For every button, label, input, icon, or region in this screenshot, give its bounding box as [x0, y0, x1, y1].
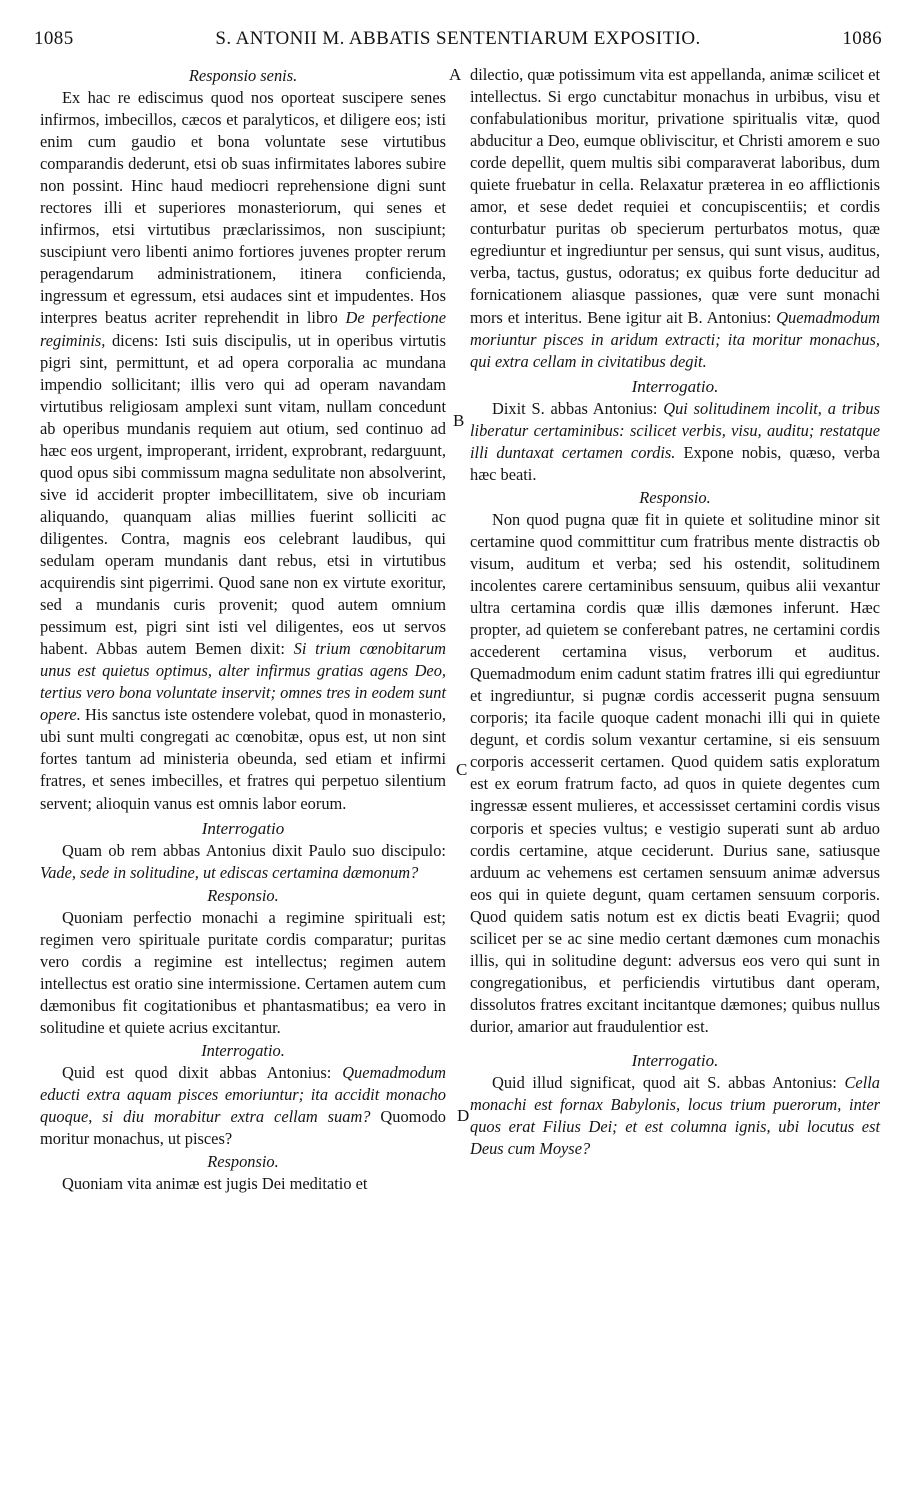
paragraph: Ex hac re ediscimus quod nos oporteat suscipere senes infirmos, imbecillos, cæcos et paralyticos, et diligere eos; isti enim cum gaudio et bona voluntate sese virtutibus comparandis dederunt, etsi ob suas infirmitates labores subire non possint. Hinc haud mediocri reprehensione digni sunt rectores illi et superiores monasteriorum, qui senes et infirmos, etsi virtutibus præclarissimos, non suscipiunt; suscipiunt vero libenti animo fortiores juvenes propter rerum peragendarum administrationem, itinera conficienda, ingressum et egressum, etsi audaces sint et impudentes. Hos interpres beatus acriter reprehendit in libro De perfectione regiminis, dicens: Isti suis discipulis, ut in operibus virtutis pigri sint, permittunt, et ad opera corporalia ac mundana impendio sollicitant; illis vero qui ad operam navandam virtutibus religiosam amplexi sunt vitam, nullam concedunt ab operibus mundanis requiem aut otium, sed continuo ad hæc eos urgent, improperant, irrident, exprobrant, redarguunt, quod opus sibi commissum magna sedulitate non absolverint, sive id acciderit propter imbecillitatem, sive ob incuriam aliquando, quanquam alias millies fuerint solliciti ac diligentes. Contra, magnis eos celebrant laudibus, qui sedulam operam mundanis dant rebus, etsi in virtutibus acquirendis sint pigerrimi. Quod sane non ex virtute exoritur, sed a mundanis curis provenit; quod autem omnium pessimum est, pigri sint isti vel diligentes, eos ut servos habent. Abbas autem Bemen dixit: Si trium cœnobitarum unus est quietus optimus, alter infirmus gratias agens Deo, tertius vero bona voluntate inservit; omnes tres in eodem sunt opere. His sanctus iste ostendere volebat, quod in monasterio, ubi sunt multi congregati ac cœnobitæ, opus est, ut non sint fortes tantum ad ministeria obeunda, sed etiam et infirmi fratres, et senes imbecilles, et fratres qui perpetuo silentium servent; alioquin vanus est omnis labor eorum.	[40, 88, 447, 813]
page-number-right: 1086	[842, 28, 882, 49]
heading-responsio: Responsio.	[639, 487, 711, 507]
paragraph: Non quod pugna quæ fit in quiete et solitudine minor sit certamine quod committitur cum fratribus mente distractis ob visum, auditum et verba; sed his ostendit, solitudinem incolentes carere certaminibus sensuum, quibus alii vexantur ultra certamina cordis quæ illis dæmones inferunt. Hæc propter, ad quietem se conferebant patres, ne certamini cordis accederent certamina visus, verborum et auditus. Quemadmodum enim cadunt statim fratres illi qui egrediuntur et ingrediuntur, si pugnæ cordis accesserit pugna sensuum corporis; ita facile quoque cadent monachi illi qui in quiete degunt, et cordis solum vexantur certamine, si eis sensuum corporis accesserit certamen. Quod quidem satis exploratum est ex eorum fratrum facto, ad quos in quiete degentes cum ingressæ essent mulieres, et accessisset certamini cordis visus corporis et species vultus; e vestigio superati sunt ab arduo cordis certamine, atque ceciderunt. Durius sane, satiusque arduum ac vehemens est certamen sensuum animæ adversus eos qui in quiete degunt, quam certamen sensuum corporis. Quod quidem satis notum est ex dictis beati Evagrii; quod scilicet per se ac sine medio certant dæmones cum monachis illis, qui in solitudine degunt: adversus eos vero qui sunt in congregationibus, et perficiendis virtutibus dant operam, dissolutos fratres excitant incitantque dæmones; quibus nullus durior, amarior aut fraudulentior est.	[470, 509, 880, 1036]
margin-letter-a: A	[449, 65, 462, 84]
running-title: S. ANTONII M. ABBATIS SENTENTIARUM EXPOSITIO.	[215, 28, 701, 49]
margin-letter-c: C	[456, 760, 468, 779]
left-column	[40, 64, 446, 1195]
paragraph: Quam ob rem abbas Antonius dixit Paulo suo discipulo: Vade, sede in solitudine, ut ediscas certamina dæmonum?	[40, 840, 446, 882]
heading-interrogatio: Interrogatio.	[631, 1050, 719, 1070]
paragraph: Quid illud significat, quod ait S. abbas Antonius: Cella monachi est fornax Babylonis, locus trium puerorum, inter quos erat Filius Dei; et est columna ignis, ubi locutus est Deus cum Moyse?	[470, 1072, 880, 1159]
heading-responsio: Responsio.	[207, 1152, 279, 1172]
paragraph: dilectio, quæ potissimum vita est appellanda, animæ scilicet et intellectus. Si ergo cunctabitur monachus in urbibus, visu et confabulationibus moritur, privatione spiritualis vitæ, quod abducitur a Deo, eumque obliviscitur, et Christi amorem e suo corde depellit, quem multis sibi comparaverat laboribus, dum quiete fruebatur in cella. Relaxatur præterea in eo afflictionis amor, et sese dedet requiei et concupiscentiis; et cordis conturbatur puritas ob specierum perturbatos motus, quæ egrediuntur et ingrediuntur per sensus, qui sunt visus, auditus, verba, tactus, gustus, odoratus; ex quibus forte deducitur ad fornicationem aliasque passiones, quæ vere sunt monachi mors et interitus. Bene igitur ait B. Antonius: Quemadmodum moriuntur pisces in aridum extracti; ita moritur monachus, qui extra cellam in civitatibus degit.	[470, 65, 880, 371]
heading-responsio: Responsio.	[207, 885, 279, 905]
running-header	[34, 28, 882, 58]
margin-letter-b: B	[453, 411, 465, 430]
paragraph: Quid est quod dixit abbas Antonius: Quemadmodum educti extra aquam pisces emoriuntur; ita accidit monacho quoque, si diu morabitur extra cellam suam? Quomodo moritur monachus, ut pisces?	[40, 1062, 446, 1149]
paragraph: Dixit S. abbas Antonius: Qui solitudinem incolit, a tribus liberatur certaminibus: scilicet verbis, visu, auditu; restatque illi duntaxat certamen cordis. Expone nobis, quæso, verba hæc beati.	[470, 398, 880, 484]
heading-responsio-senis: Responsio senis.	[188, 66, 298, 85]
paragraph: Quoniam perfectio monachi a regimine spirituali est; regimen vero spirituale puritate cordis comparatur; puritas vero cordis a regimine est intellectus; regimen autem intellectus est oratio sine intermissione. Certamen autem cum dæmonibus fit cogitationibus et phantasmatibus; ea vero in solitudine et quiete acrius excitantur.	[40, 907, 446, 1037]
margin-letter-d: D	[457, 1106, 470, 1125]
right-column	[470, 64, 880, 1160]
page-number-left: 1085	[34, 28, 74, 49]
paragraph: Quoniam vita animæ est jugis Dei meditatio et	[62, 1174, 368, 1194]
heading-interrogatio: Interrogatio.	[201, 1040, 285, 1060]
heading-interrogatio: Interrogatio	[201, 818, 285, 838]
heading-interrogatio: Interrogatio.	[631, 376, 719, 396]
